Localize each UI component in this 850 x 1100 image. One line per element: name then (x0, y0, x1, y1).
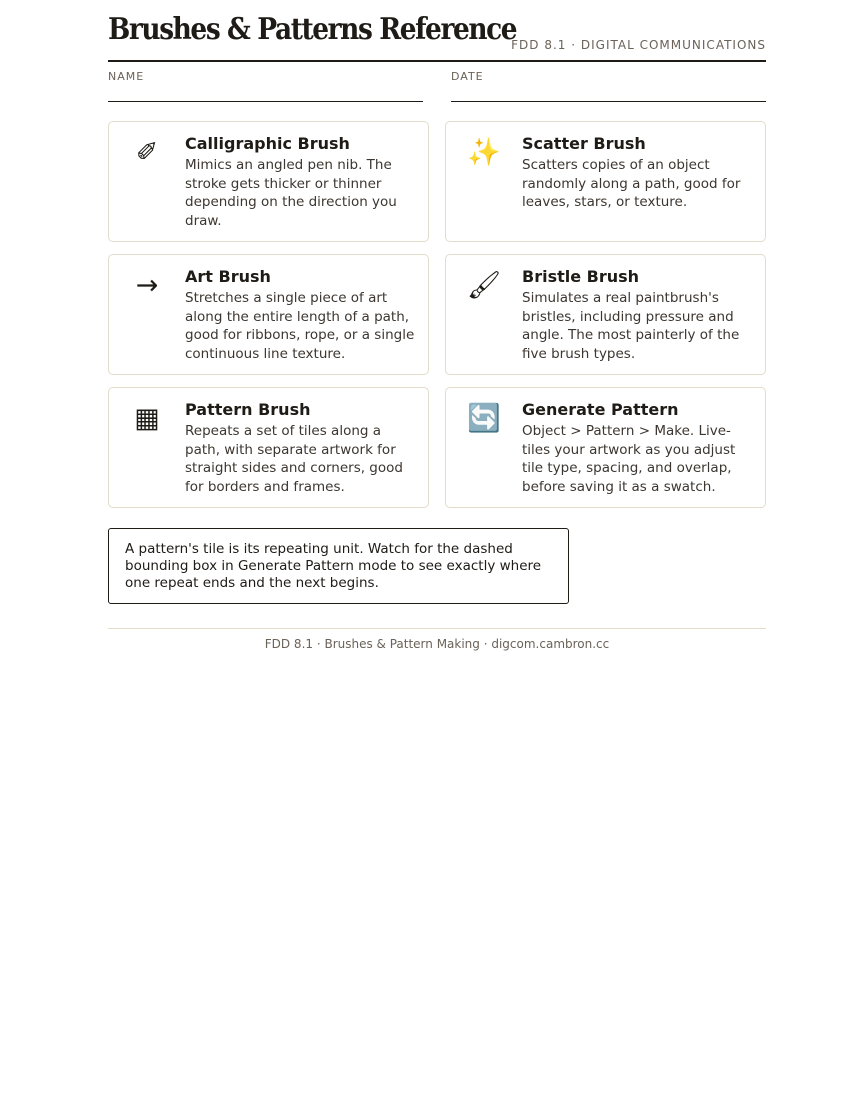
course-subtitle: FDD 8.1 · DIGITAL COMMUNICATIONS (511, 38, 766, 52)
card-description: Stretches a single piece of art along the entire length of a path, good for ribbons, rope, or a single continuous line texture. (185, 290, 415, 362)
grid-icon: ▦ (134, 403, 160, 434)
card-title: Pattern Brush (185, 400, 311, 419)
card-art-brush (108, 254, 429, 375)
page-header (108, 0, 766, 62)
card-description: Object > Pattern > Make. Live-tiles your artwork as you adjust tile type, spacing, and overlap, before saving it as a swatch. (522, 423, 736, 495)
right-arrow-icon: → (135, 270, 159, 301)
date-field (451, 68, 766, 102)
card-title: Calligraphic Brush (185, 134, 350, 153)
card-description: Repeats a set of tiles along a path, with separate artwork for straight sides and corners, good for borders and frames. (185, 423, 403, 495)
card-pattern-brush (108, 387, 429, 508)
card-description: Mimics an angled pen nib. The stroke gets thicker or thinner depending on the direction you draw. (185, 157, 397, 229)
worksheet-page (108, 0, 766, 651)
card-description: Scatters copies of an object randomly along a path, good for leaves, stars, or texture. (522, 157, 741, 210)
card-title: Art Brush (185, 267, 271, 286)
name-label: NAME (108, 70, 145, 83)
repeat-arrows-icon: 🔄 (467, 403, 501, 434)
card-bristle-brush (445, 254, 766, 375)
card-title: Bristle Brush (522, 267, 640, 286)
page-title: Brushes & Patterns Reference (108, 12, 517, 47)
date-input[interactable] (451, 84, 766, 100)
name-input[interactable] (108, 84, 423, 100)
tip-callout: A pattern's tile is its repeating unit. Watch for the dashed bounding box in Generate Pattern mode to see exactly where one repeat ends and the next begins. (108, 528, 569, 604)
card-title: Generate Pattern (522, 400, 679, 419)
paintbrush-icon: 🖌 (466, 270, 502, 301)
student-fields (108, 68, 766, 102)
date-label: DATE (451, 70, 484, 83)
card-generate-pattern (445, 387, 766, 508)
sparkles-icon: ✨ (467, 137, 501, 168)
card-calligraphic-brush (108, 121, 429, 242)
pen-nib-icon: ✐ (135, 137, 159, 168)
name-field (108, 68, 423, 102)
card-title: Scatter Brush (522, 134, 646, 153)
card-description: Simulates a real paintbrush's bristles, including pressure and angle. The most painterly of the five brush types. (522, 290, 740, 362)
page-footer: FDD 8.1 · Brushes & Pattern Making · digcom.cambron.cc (108, 628, 766, 651)
card-scatter-brush (445, 121, 766, 242)
